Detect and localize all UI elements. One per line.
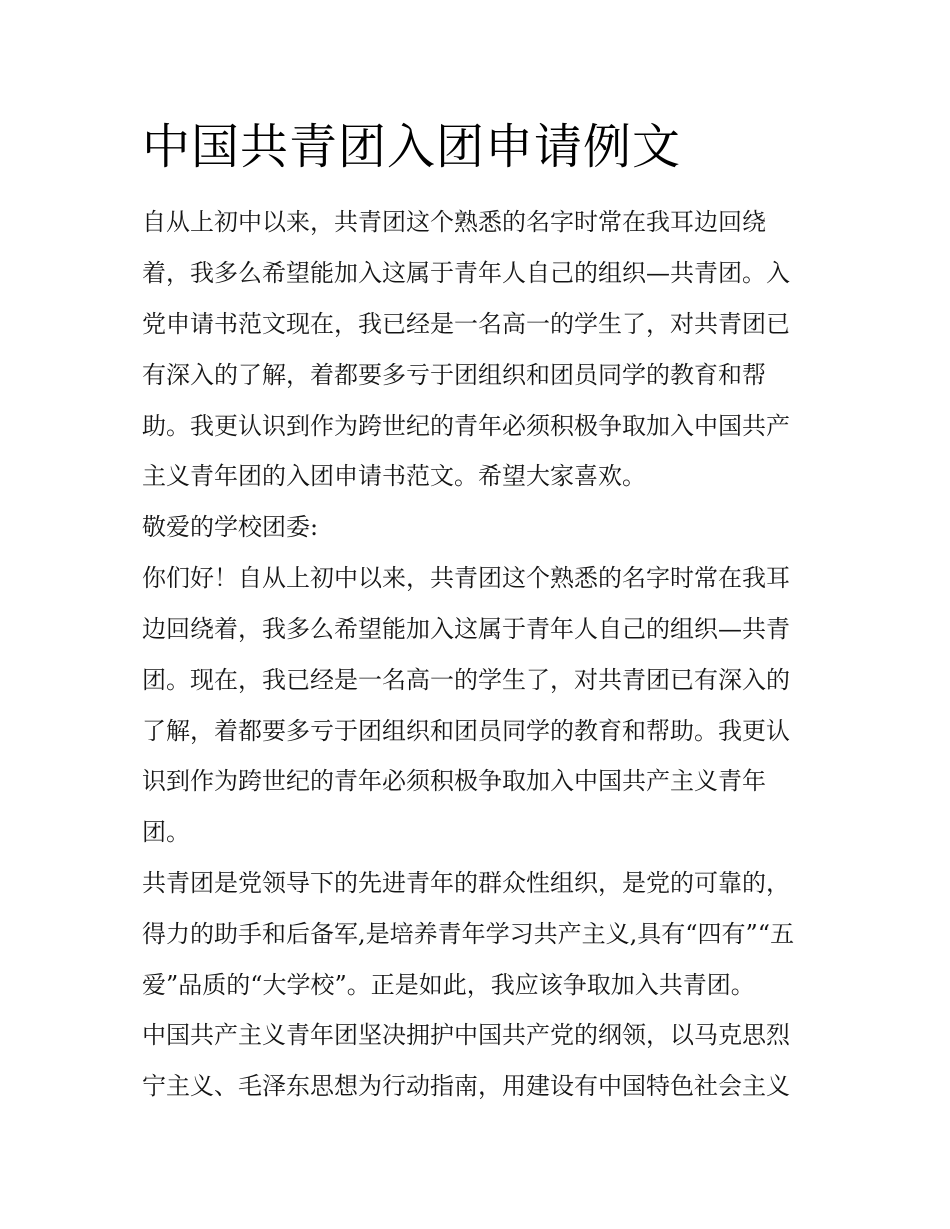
text-line-1: 自从上初中以来，共青团这个熟悉的名字时常在我耳边回绕	[142, 208, 766, 236]
text-line-13: 团。	[142, 818, 190, 846]
text-line-3: 党申请书范文现在，我已经是一名高一的学生了，对共青团已	[142, 310, 790, 338]
text-line-6: 主义青年团的入团申请书范文。希望大家喜欢。	[142, 462, 646, 490]
document-title: 中国共青团入团申请例文	[142, 119, 682, 175]
text-line-11: 了解，着都要多亏于团组织和团员同学的教育和帮助。我更认	[142, 717, 790, 745]
text-line-10: 团。现在，我已经是一名高一的学生了，对共青团已有深入的	[142, 666, 790, 694]
text-line-4: 有深入的了解，着都要多亏于团组织和团员同学的教育和帮	[142, 361, 766, 389]
text-line-14: 共青团是党领导下的先进青年的群众性组织，是党的可靠的，	[142, 869, 790, 897]
text-line-5: 助。我更认识到作为跨世纪的青年必须积极争取加入中国共产	[142, 412, 790, 440]
text-line-9: 边回绕着，我多么希望能加入这属于青年人自己的组织—共青	[142, 615, 790, 643]
text-line-17: 中国共产主义青年团坚决拥护中国共产党的纲领，以马克思烈	[142, 1021, 790, 1049]
text-line-18: 宁主义、毛泽东思想为行动指南，用建设有中国特色社会主义	[142, 1072, 790, 1100]
text-line-16: 爱”品质的“大学校”。正是如此，我应该争取加入共青团。	[142, 971, 755, 999]
text-line-15: 得力的助手和后备军,是培养青年学习共产主义,具有“四有”“五	[142, 920, 795, 948]
text-line-2: 着，我多么希望能加入这属于青年人自己的组织—共青团。入	[142, 259, 790, 287]
salutation-line: 敬爱的学校团委:	[142, 513, 319, 541]
text-line-8: 你们好！自从上初中以来，共青团这个熟悉的名字时常在我耳	[142, 564, 790, 592]
text-line-12: 识到作为跨世纪的青年必须积极争取加入中国共产主义青年	[142, 767, 766, 795]
